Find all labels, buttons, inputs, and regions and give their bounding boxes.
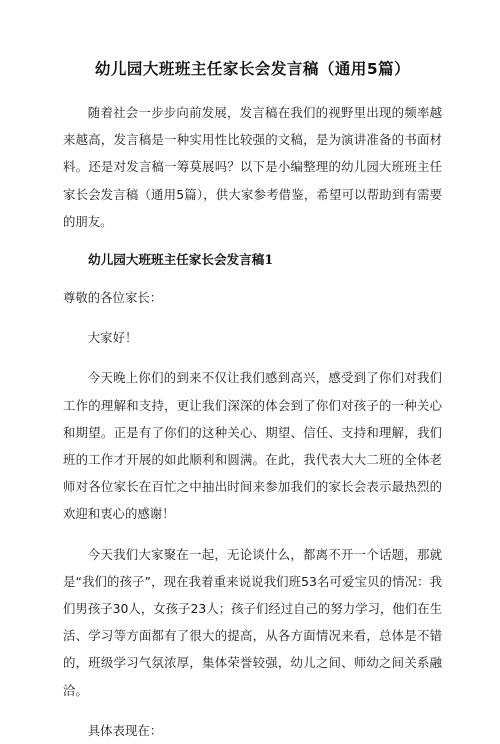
greeting: 大家好！ bbox=[87, 330, 138, 346]
body-paragraph-1: 今天晚上你们的到来不仅让我们感到高兴，感受到了你们对我们工作的理解和支持，更让我们深深的体会到了你们对孩子的一种关心和期望。正是有了你们的这种关心、期望、信任、支持和理解，我们班的工作才开展的如此顺利和圆满。在此，我代表大大二班的全体老师对各位家长在百忙之中抽出时间来参加我们的家长会表示最热烈的欢迎和衷心的感谢！ bbox=[63, 370, 442, 522]
intro-paragraph: 随着社会一步步向前发展，发言稿在我们的视野里出现的频率越来越高，发言稿是一种实用性比较强的文稿，是为演讲准备的书面材料。还是对发言稿一筹莫展吗？以下是小编整理的幼儿园大班班主任家长会发言稿（通用5篇），供大家参考借鉴，希望可以帮助到有需要的朋友。 bbox=[63, 105, 442, 229]
document-title: 幼儿园大班班主任家长会发言稿（通用5篇） bbox=[94, 60, 411, 78]
body-paragraph-2: 今天我们大家聚在一起，无论谈什么，都离不开一个话题，那就是“我们的孩子”，现在我着重来说说我们班53名可爱宝贝的情况：我们男孩子30人，女孩子23人；孩子们经过自己的努力学习，他们在生活、学习等方面都有了很大的提高，从各方面情况来看，总体是不错的，班级学习气氛浓厚，集体荣誉较强，幼儿之间、师幼之间关系融洽。 bbox=[63, 546, 442, 698]
specifics-lead: 具体表现在： bbox=[87, 722, 163, 738]
salutation: 尊敬的各位家长： bbox=[63, 290, 163, 306]
section-title: 幼儿园大班班主任家长会发言稿1 bbox=[88, 252, 274, 268]
